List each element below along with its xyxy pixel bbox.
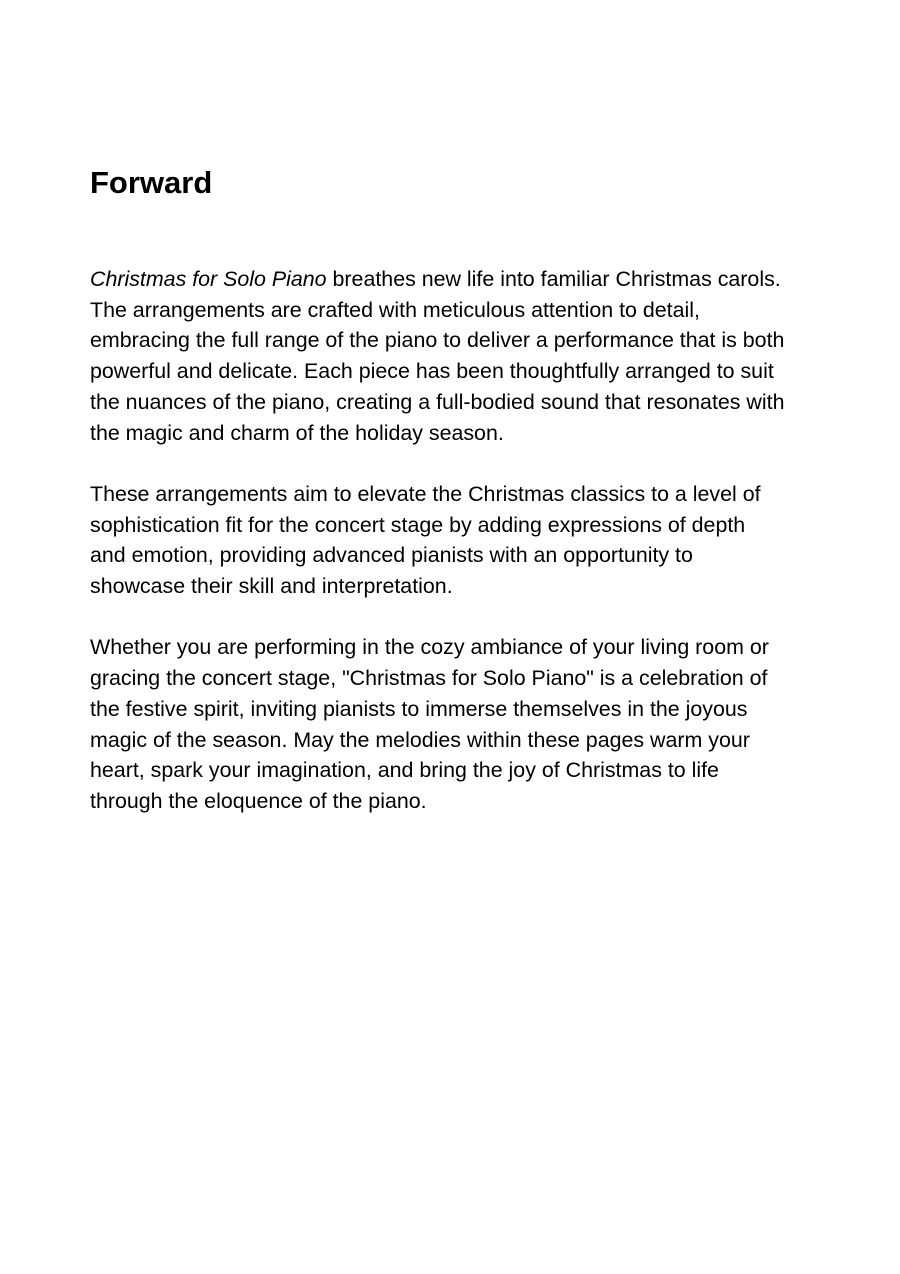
- text-line: showcase their skill and interpretation.: [90, 574, 453, 599]
- text-line: heart, spark your imagination, and bring the joy of Christmas to life: [90, 758, 719, 783]
- text-line-rest: breathes new life into familiar Christmas carols.: [326, 267, 781, 291]
- body-text: [90, 264, 830, 847]
- text-line: gracing the concert stage, "Christmas for Solo Piano" is a celebration of: [90, 666, 768, 691]
- text-line: through the eloquence of the piano.: [90, 788, 427, 813]
- paragraph-purpose: [90, 479, 830, 602]
- paragraph-closing: [90, 632, 830, 816]
- paragraph-intro: [90, 264, 830, 448]
- book-title-italic: Christmas for Solo Piano: [90, 267, 327, 291]
- text-line: sophistication fit for the concert stage by adding expressions of depth: [90, 512, 746, 537]
- page-title: Forward: [90, 165, 213, 200]
- text-line: Whether you are performing in the cozy ambiance of your living room or: [90, 635, 769, 660]
- text-line: [90, 264, 830, 295]
- text-line: the nuances of the piano, creating a full-bodied sound that resonates with: [90, 389, 785, 414]
- text-line: and emotion, providing advanced pianists with an opportunity to: [90, 543, 693, 568]
- text-line: powerful and delicate. Each piece has been thoughtfully arranged to suit: [90, 359, 774, 384]
- text-line: The arrangements are crafted with meticulous attention to detail,: [90, 297, 700, 322]
- text-line: embracing the full range of the piano to deliver a performance that is both: [90, 328, 785, 353]
- text-line: magic of the season. May the melodies within these pages warm your: [90, 727, 750, 752]
- text-line: the festive spirit, inviting pianists to immerse themselves in the joyous: [90, 696, 748, 721]
- text-line: the magic and charm of the holiday season.: [90, 420, 504, 445]
- text-line: These arrangements aim to elevate the Christmas classics to a level of: [90, 481, 761, 506]
